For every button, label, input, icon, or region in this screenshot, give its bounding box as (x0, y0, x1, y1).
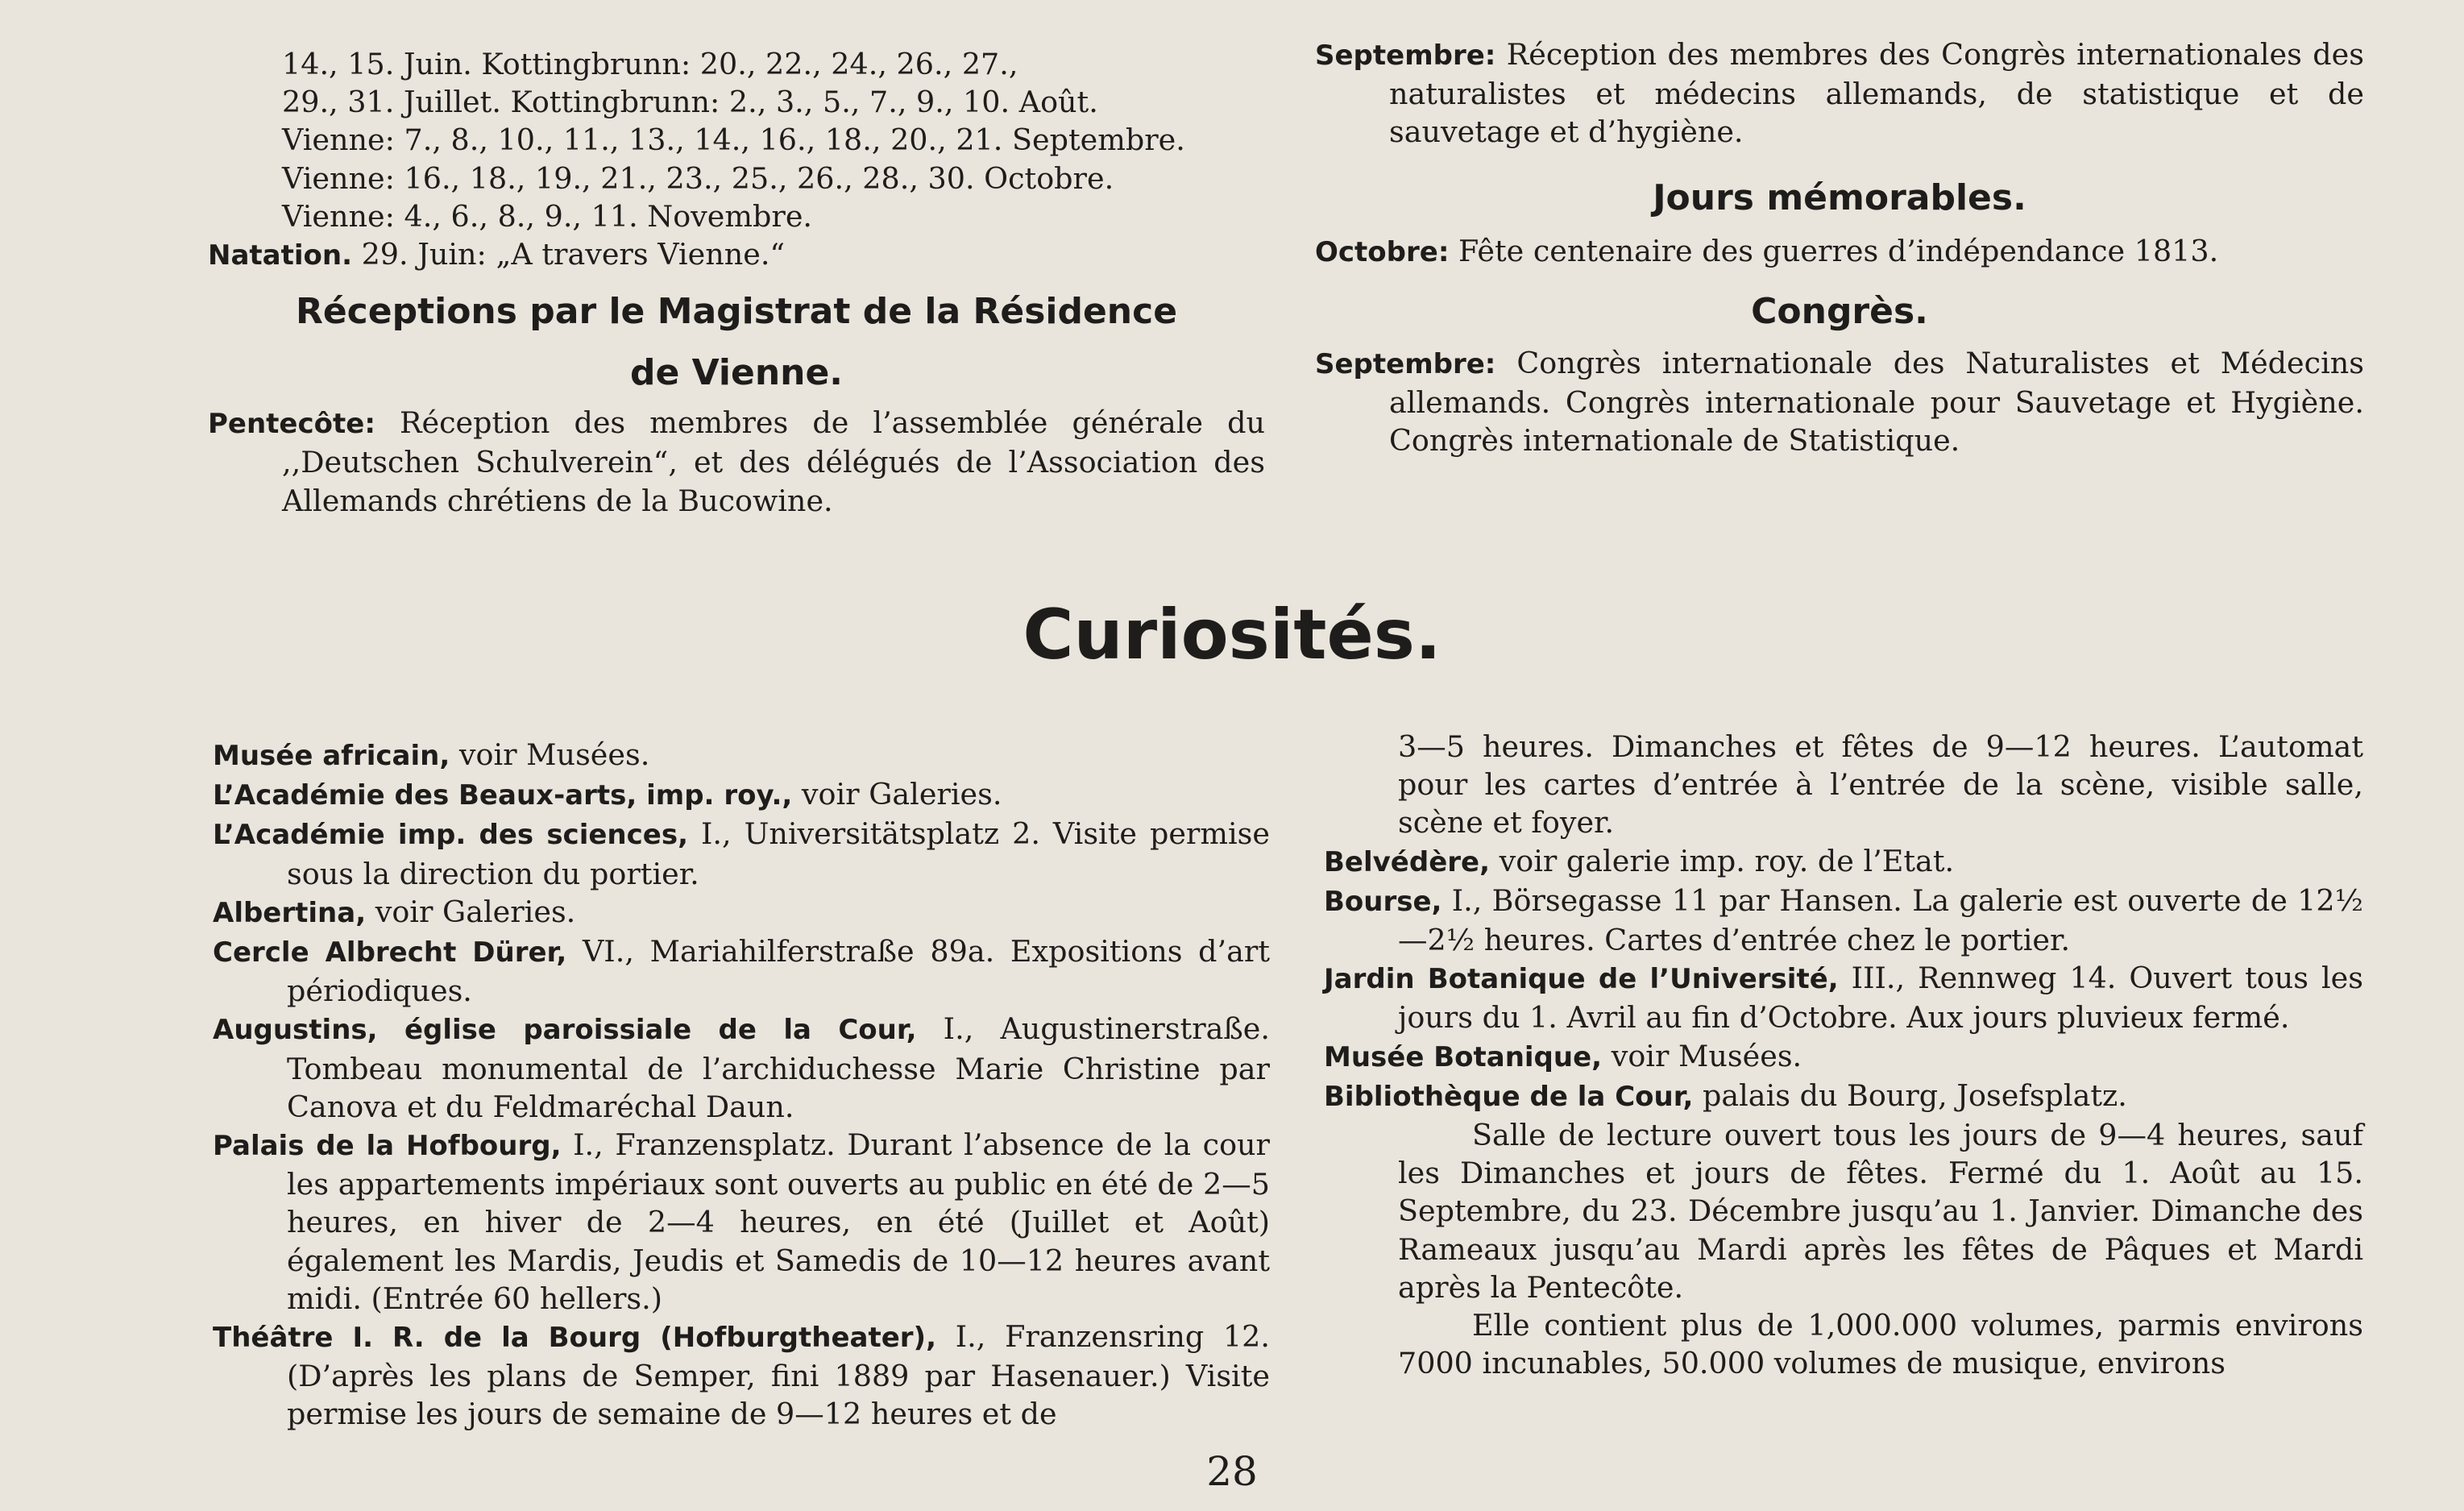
bibliotheque-paragraph (1324, 1116, 2363, 1306)
schedule-line: Vienne: 4., 6., 8., 9., 11. Novembre. (282, 198, 813, 234)
list-item (1324, 1037, 2363, 1077)
septembre-reception-label: Septembre: (1315, 39, 1496, 72)
entry-text: I., Franzensplatz. Durant l’absence de la cour les appartements impériaux sont ouverts au public en été de 2—5 heures, en hiver de 2—4 heures, en été (Juillet et Août) également les Mardis, Jeudis et Samedis de 10—12 heures avant midi. (Entrée 60 hellers.) (287, 1127, 1270, 1316)
entry-text: voir Musées. (450, 737, 650, 772)
top-right-column (1315, 35, 2364, 459)
list-item (213, 775, 1270, 815)
top-left-column (208, 45, 1265, 520)
natation-text: 29. Juin: „A travers Vienne.“ (351, 237, 786, 272)
list-item (1324, 959, 2363, 1036)
list-item (1324, 882, 2363, 959)
octobre-label: Octobre: (1315, 235, 1450, 268)
entry-label: Musée africain, (213, 740, 450, 772)
list-item (213, 893, 1270, 932)
curiosites-left-column (213, 736, 1270, 1434)
entry-text: I., Universitätsplatz 2. Visite permise sous la direction du portier. (287, 816, 1270, 891)
list-item (213, 1126, 1270, 1318)
jours-memorables-heading: Jours mémorables. (1653, 176, 2026, 218)
list-item (213, 1010, 1270, 1126)
entry-label: Belvédère, (1324, 845, 1490, 878)
entry-label: Bourse, (1324, 885, 1442, 918)
pentecote-text: Réception des membres de l’assemblée générale du ,,Deutschen Schulverein“, et des délégués de l’Association des Allemands chrétiens de la Bucowine. (282, 405, 1265, 518)
octobre-text: Fête centenaire des guerres d’indépendance 1813. (1449, 233, 2219, 268)
schedule-line: 14., 15. Juin. Kottingbrunn: 20., 22., 24., 26., 27., (282, 47, 1018, 81)
natation-entry (208, 235, 1265, 275)
list-item (213, 1318, 1270, 1434)
septembre-congres-text: Congrès internationale des Naturalistes et Médecins allemands. Congrès internationale pour Sauvetage et Hygiène. Congrès internationale de Statistique. (1389, 345, 2364, 459)
curiosites-right-column (1324, 728, 2363, 1382)
continuation-text: 3—5 heures. Dimanches et fêtes de 9—12 heures. L’automat pour les cartes d’entrée à l’entrée de la scène, visible salle, scène et foyer. (1398, 729, 2363, 841)
entry-text: voir Galeries. (366, 894, 576, 929)
section-title: Curiosités. (1023, 595, 1441, 675)
congres-heading: Congrès. (1751, 290, 1928, 332)
entry-text: palais du Bourg, Josefsplatz. (1693, 1077, 2127, 1113)
natation-label: Natation. (208, 239, 352, 272)
septembre-reception-entry (1315, 35, 2364, 152)
entry-text: VI., Mariahilferstraße 89a. Expositions d’art périodiques. (287, 934, 1270, 1009)
entry-label: L’Académie imp. des sciences, (213, 819, 689, 852)
entry-label: Palais de la Hofbourg, (213, 1130, 562, 1163)
list-item (213, 932, 1270, 1010)
septembre-congres-entry (1315, 344, 2364, 460)
entry-text: I., Börsegasse 11 par Hansen. La galerie est ouverte de 12½—2½ heures. Cartes d’entrée chez le portier. (1398, 882, 2363, 958)
receptions-heading-line1: Réceptions par le Magistrat de la Résidence (295, 291, 1178, 333)
entry-text: I., Augustinerstraße. Tombeau monumental de l’archiduchesse Marie Christine par Canova et du Feldmaréchal Daun. (287, 1011, 1271, 1124)
bibliotheque-paragraph-2: Elle contient plus de 1,000.000 volumes, parmis environs 7000 incunables, 50.000 volumes de musique, environs (1398, 1308, 2363, 1381)
entry-text: voir Galeries. (792, 777, 1002, 812)
entry-label: Musée Botanique, (1324, 1040, 1603, 1073)
septembre-congres-label: Septembre: (1315, 347, 1496, 380)
schedule-line: 29., 31. Juillet. Kottingbrunn: 2., 3., 5., 7., 9., 10. Août. (282, 85, 1098, 120)
schedule-line: Vienne: 16., 18., 19., 21., 23., 25., 26., 28., 30. Octobre. (282, 160, 1114, 196)
list-item (213, 736, 1270, 775)
entry-text: I., Franzensring 12. (D’après les plans de Semper, fini 1889 par Hasenauer.) Visite permise les jours de semaine de 9—12 heures et de (287, 1319, 1270, 1432)
pentecote-entry (208, 404, 1265, 520)
entry-label: L’Académie des Beaux-arts, imp. roy., (213, 779, 793, 812)
entry-label: Théâtre I. R. de la Bourg (Hofburgtheater), (213, 1322, 936, 1355)
page-number: 28 (1206, 1448, 1258, 1495)
schedule-block (208, 45, 1265, 235)
octobre-entry (1315, 232, 2364, 272)
receptions-heading-line2: de Vienne. (629, 352, 844, 394)
entry-text: voir Musées. (1602, 1038, 1802, 1073)
list-item (1324, 1077, 2363, 1116)
list-item (213, 815, 1270, 892)
entry-text: III., Rennweg 14. Ouvert tous les jours du 1. Avril au fin d’Octobre. Aux jours pluvieux fermé. (1398, 961, 2363, 1036)
entry-label: Albertina, (213, 896, 367, 929)
entry-text: voir galerie imp. roy. de l’Etat. (1490, 843, 1955, 878)
list-item (1324, 842, 2363, 882)
bibliotheque-paragraph-1: Salle de lecture ouvert tous les jours de 9—4 heures, sauf les Dimanches et jours de fêtes. Fermé du 1. Août au 15. Septembre, du 23. Décembre jusqu’au 1. Janvier. Dimanche des Rameaux jusqu’au Mardi après les fêtes de Pâques et Mardi après la Pentecôte. (1398, 1118, 2363, 1305)
entry-label: Jardin Botanique de l’Université, (1324, 963, 1839, 996)
schedule-line: Vienne: 7., 8., 10., 11., 13., 14., 16., 18., 20., 21. Septembre. (282, 122, 1185, 158)
receptions-heading (208, 281, 1265, 404)
entry-label: Augustins, église paroissiale de la Cour, (213, 1014, 917, 1047)
pentecote-label: Pentecôte: (208, 408, 375, 441)
bibliotheque-paragraph (1324, 1306, 2363, 1382)
entry-label: Bibliothèque de la Cour, (1324, 1080, 1694, 1113)
entry-label: Cercle Albrecht Dürer, (213, 936, 567, 969)
septembre-reception-text: Réception des membres des Congrès internationales des naturalistes et médecins allemands, de statistique et de sauvetage et d’hygiène. (1389, 37, 2364, 150)
